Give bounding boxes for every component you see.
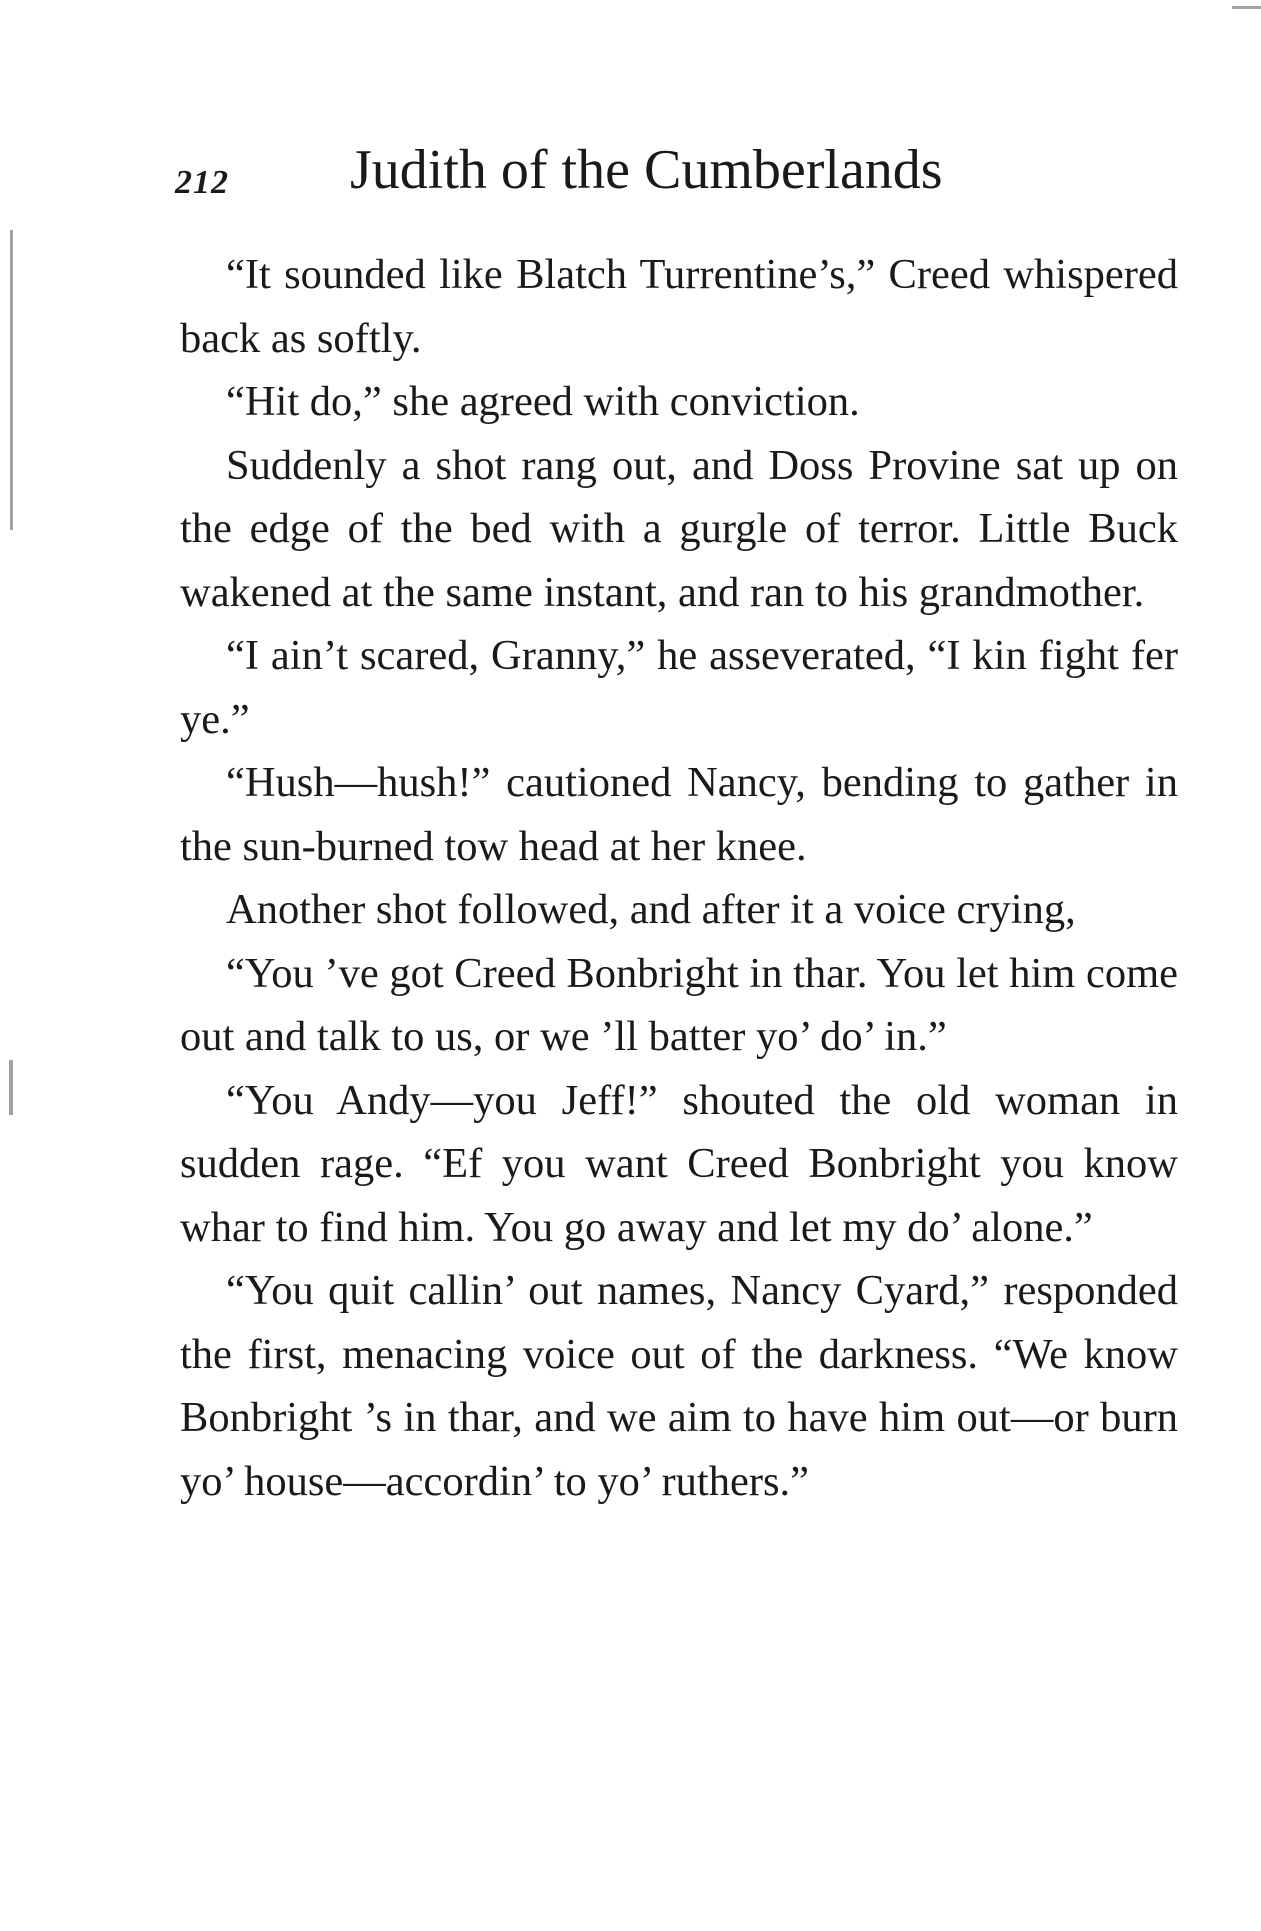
body-text xyxy=(180,243,1178,1513)
scan-edge-mark xyxy=(9,1060,13,1115)
paragraph: “You Andy—you Jeff!” shouted the old woman in sudden rage. “Ef you want Creed Bonbright you know whar to find him. You go away and let my do’ alone.” xyxy=(180,1076,1178,1251)
page-header xyxy=(175,130,1175,220)
paragraph: “It sounded like Blatch Turrentine’s,” Creed whispered back as softly. xyxy=(180,251,1178,362)
paragraph: “Hit do,” she agreed with conviction. xyxy=(226,378,860,425)
scan-edge-mark xyxy=(10,230,13,530)
paragraph: “You quit callin’ out names, Nancy Cyard,” responded the first, menacing voice out of the darkness. “We know Bonbright ’s in thar, and we aim to have him out—or burn yo’ house—accordin’ to yo’ ruthers.” xyxy=(180,1267,1178,1505)
paragraph: Another shot followed, and after it a voice crying, xyxy=(226,886,1076,933)
paragraph: “You ’ve got Creed Bonbright in thar. You let him come out and talk to us, or we ’ll batter yo’ do’ in.” xyxy=(180,949,1178,1060)
paragraph: “Hush—hush!” cautioned Nancy, bending to gather in the sun-burned tow head at her knee. xyxy=(180,759,1178,870)
paragraph: Suddenly a shot rang out, and Doss Provine sat up on the edge of the bed with a gurgle of terror. Little Buck wakened at the same instant, and ran to his grandmother. xyxy=(180,441,1178,616)
page-number: 212 xyxy=(175,164,229,201)
running-title: Judith of the Cumberlands xyxy=(350,139,943,201)
scan-corner-mark xyxy=(1232,6,1261,9)
paragraph: “I ain’t scared, Granny,” he asseverated, “I kin fight fer ye.” xyxy=(180,632,1178,743)
